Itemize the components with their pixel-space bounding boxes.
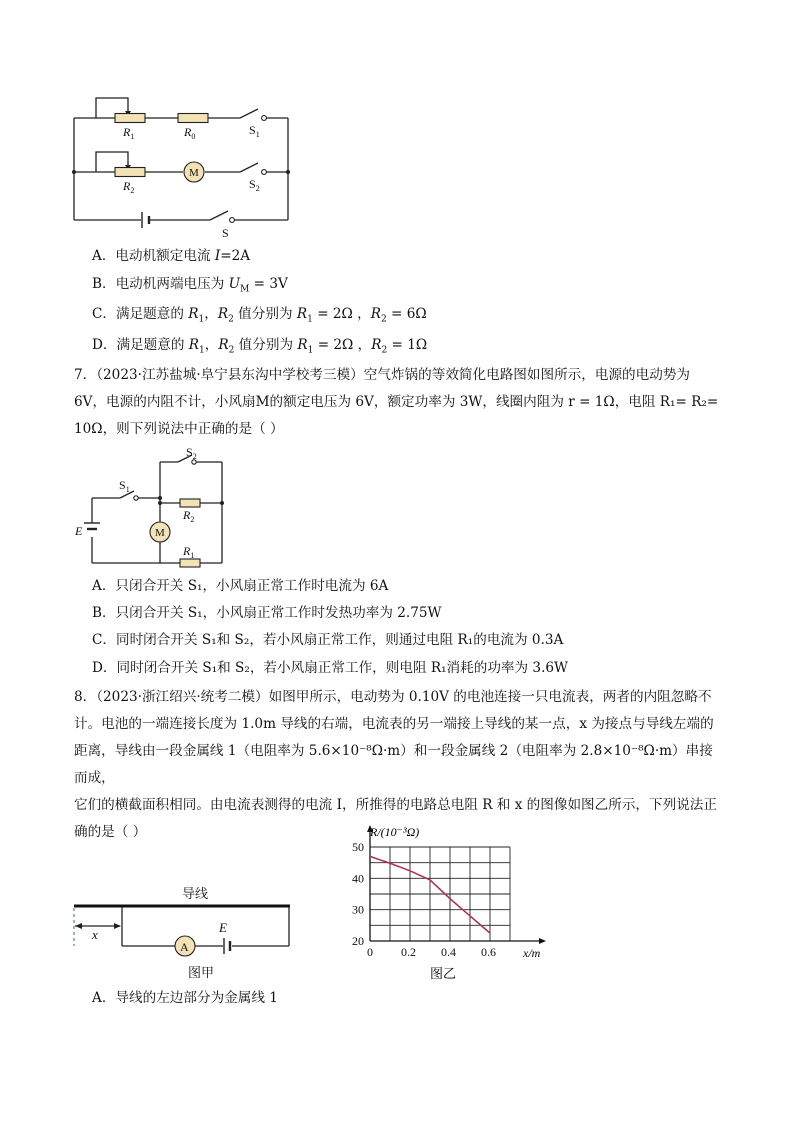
label-ammeter: A [180, 940, 189, 954]
chart-ylabel: R/(10⁻³Ω) [370, 825, 420, 839]
x-tick-label: 0 [367, 945, 373, 959]
label-motor: M [155, 527, 165, 539]
q6-option-a[interactable]: A．电动机额定电流 I=2A [92, 248, 251, 264]
x-tick-label: 0.4 [441, 945, 456, 959]
q8-line-1: 8．（2023·浙江绍兴·统考二模）如图甲所示，电动势为 0.10V 的电池连接一只电流表，两者的内阻忽略不 [74, 689, 712, 705]
label-s: S [222, 226, 229, 240]
label-s2: $S_2$ [186, 445, 197, 461]
q8-line-2: 计。电池的一端连接长度为 1.0m 导线的右端，电流表的另一端接上导线的某一点，x 为接点与导线左端的 [74, 716, 714, 732]
chart-xlabel: x/m [523, 946, 541, 960]
circuit-diagram-1 [60, 92, 310, 242]
label-e: E [219, 920, 227, 935]
y-tick-label: 20 [352, 934, 364, 948]
figure-b-caption: 图乙 [430, 966, 457, 981]
chart-axes [367, 825, 546, 944]
q6-option-b[interactable]: B．电动机两端电压为 $U_M = 3V$ [92, 276, 288, 295]
q8-line-5: 确的是（ ） [74, 824, 147, 840]
label-r1: $R_1$ [183, 544, 195, 560]
y-tick-label: 40 [352, 871, 364, 886]
label-motor: M [189, 167, 199, 179]
circuit-diagram-q7 [72, 445, 242, 570]
q7-option-b[interactable]: B．只闭合开关 S₁，小风扇正常工作时发热功率为 2.75W [92, 605, 442, 621]
label-s1: $S_1$ [119, 478, 130, 494]
q7-line-2: 6V，电源的内阻不计，小风扇M的额定电压为 6V，额定功率为 3W，线圈内阻为 r = 1Ω，电阻 R₁= R₂= [74, 394, 719, 410]
x-tick-label: 0.6 [481, 945, 496, 959]
q8-line-4: 它们的横截面积相同。由电流表测得的电流 I，所推得的电路总电阻 R 和 x 的图像如图乙所示，下列说法正 [74, 797, 717, 813]
figure-a-caption: 图甲 [188, 965, 215, 980]
x-tick-label: 0.2 [401, 945, 416, 959]
figure-a-wire-circuit [70, 880, 300, 985]
label-wire: 导线 [182, 886, 209, 901]
q7-option-c[interactable]: C．同时闭合开关 S₁和 S₂，若小风扇正常工作，则通过电阻 R₁的电流为 0.3A [92, 632, 564, 648]
x-axis-arrow [539, 938, 546, 944]
label-s2: $S_2$ [249, 177, 260, 193]
q6-option-c[interactable]: C．满足题意的 $R_1$，$R_2$ 值分别为 $R_1 = 2\Omega$ ，$R_2 = 6\Omega$ [92, 306, 427, 325]
y-tick-label: 30 [352, 902, 364, 917]
q8-option-a[interactable]: A．导线的左边部分为金属线 1 [92, 990, 278, 1006]
label-e: E [75, 524, 83, 538]
label-s1: $S_1$ [249, 123, 260, 139]
q7-line-3: 10Ω，则下列说法中正确的是（ ） [74, 421, 284, 437]
chart-grid [370, 847, 510, 941]
q6-option-d[interactable]: D．满足题意的 $R_1$，$R_2$ 值分别为 $R_1 = 2\Omega$ ，$R_2 = 1\Omega$ [92, 337, 428, 356]
q8-line-3: 距离，导线由一段金属线 1（电阻率为 5.6×10⁻⁸Ω·m）和一段金属线 2（电阻率为 2.8×10⁻⁸Ω·m）串接而成， [74, 743, 713, 786]
q7-stem [74, 362, 724, 443]
q7-option-d[interactable]: D．同时闭合开关 S₁和 S₂，若小风扇正常工作，则电阻 R₁消耗的功率为 3.6W [92, 660, 569, 676]
label-r2: $R_2$ [123, 179, 135, 195]
label-r1: $R_1$ [123, 125, 135, 141]
y-tick-label: 50 [352, 840, 364, 854]
q7-line-1: 7．（2023·江苏盐城·阜宁县东沟中学校考三模）空气炸锅的等效简化电路图如图所示，电源的电动势为 [74, 367, 691, 383]
label-r0: $R_0$ [184, 125, 196, 141]
label-r2: $R_2$ [183, 508, 195, 524]
q7-option-a[interactable]: A．只闭合开关 S₁，小风扇正常工作时电流为 6A [92, 578, 389, 594]
label-x: x [92, 927, 98, 942]
figure-b-chart [340, 820, 570, 985]
